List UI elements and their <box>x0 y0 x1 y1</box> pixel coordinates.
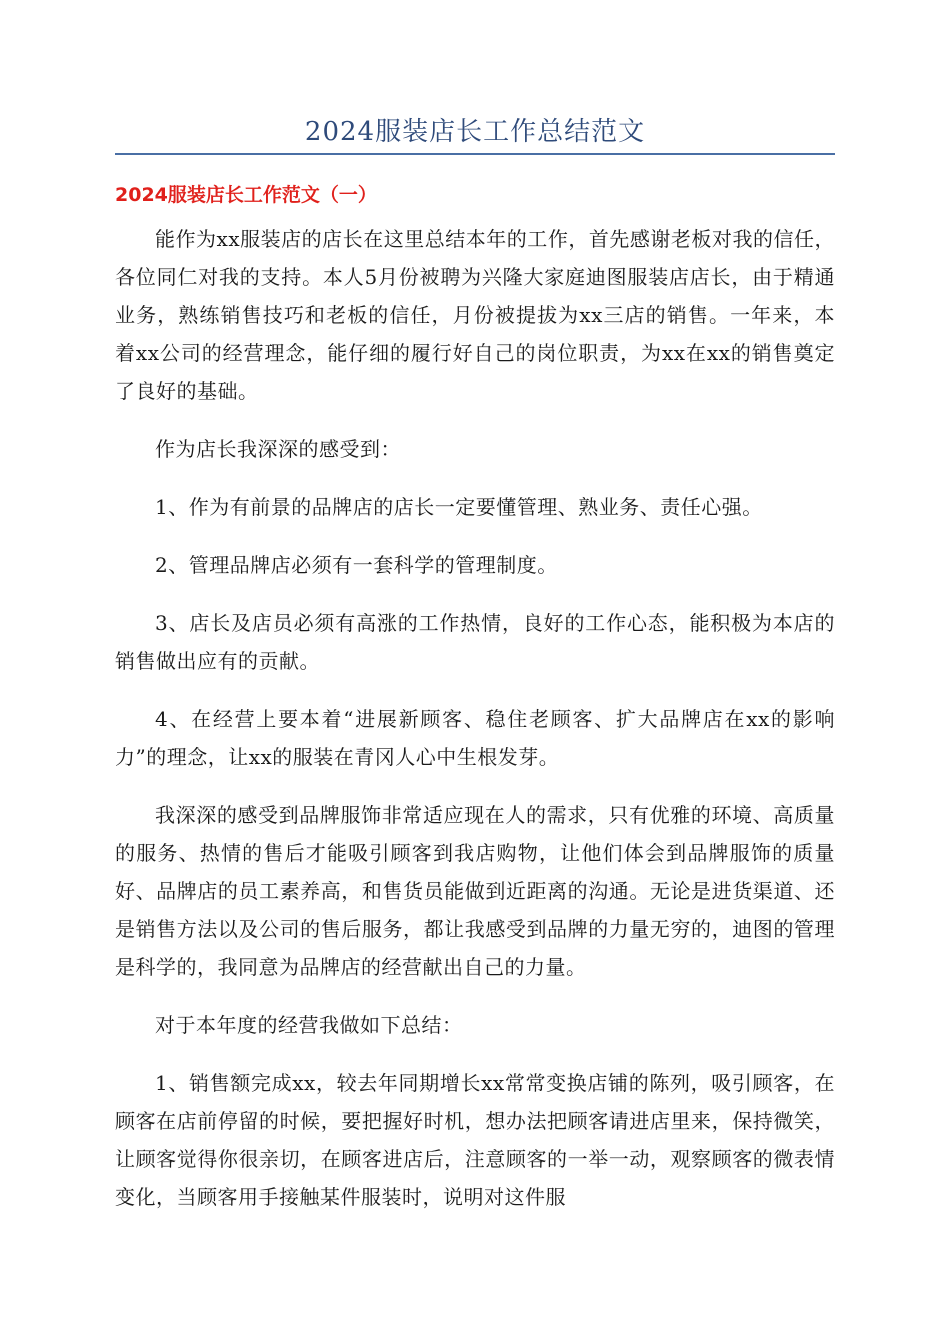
list-item-paragraph: 4、在经营上要本着“进展新顾客、稳住老顾客、扩大品牌店在xx的影响力”的理念，让xx的服装在青冈人心中生根发芽。 <box>115 707 835 769</box>
title-divider <box>115 153 835 155</box>
paragraph: 能作为xx服装店的店长在这里总结本年的工作，首先感谢老板对我的信任，各位同仁对我的支持。本人5月份被聘为兴隆大家庭迪图服装店店长，由于精通业务，熟练销售技巧和老板的信任，月份被提拔为xx三店的销售。一年来，本着xx公司的经营理念，能仔细的履行好自己的岗位职责，为xx在xx的销售奠定了良好的基础。 <box>115 227 835 403</box>
list-item-paragraph: 1、销售额完成xx，较去年同期增长xx常常变换店铺的陈列，吸引顾客，在顾客在店前停留的时候，要把握好时机，想办法把顾客请进店里来，保持微笑，让顾客觉得你很亲切，在顾客进店后，注意顾客的一举一动，观察顾客的微表情变化，当顾客用手接触某件服装时，说明对这件服 <box>115 1071 835 1209</box>
paragraph: 我深深的感受到品牌服饰非常适应现在人的需求，只有优雅的环境、高质量的服务、热情的售后才能吸引顾客到我店购物，让他们体会到品牌服饰的质量好、品牌店的员工素养高，和售货员能做到近距离的沟通。无论是进货渠道、还是销售方法以及公司的售后服务，都让我感受到品牌的力量无穷的，迪图的管理是科学的，我同意为品牌店的经营献出自己的力量。 <box>115 803 835 979</box>
document-title: 2024服装店长工作总结范文 <box>304 117 646 147</box>
list-item-paragraph: 2、管理品牌店必须有一套科学的管理制度。 <box>155 553 558 577</box>
document-body <box>115 220 835 1236</box>
section-heading: 2024服装店长工作范文（一） <box>115 184 377 206</box>
paragraph: 作为店长我深深的感受到： <box>155 437 401 461</box>
list-item-paragraph: 1、作为有前景的品牌店的店长一定要懂管理、熟业务、责任心强。 <box>155 495 763 519</box>
list-item-paragraph: 3、店长及店员必须有高涨的工作热情，良好的工作心态，能积极为本店的销售做出应有的贡献。 <box>115 611 835 673</box>
paragraph: 对于本年度的经营我做如下总结： <box>155 1013 463 1037</box>
